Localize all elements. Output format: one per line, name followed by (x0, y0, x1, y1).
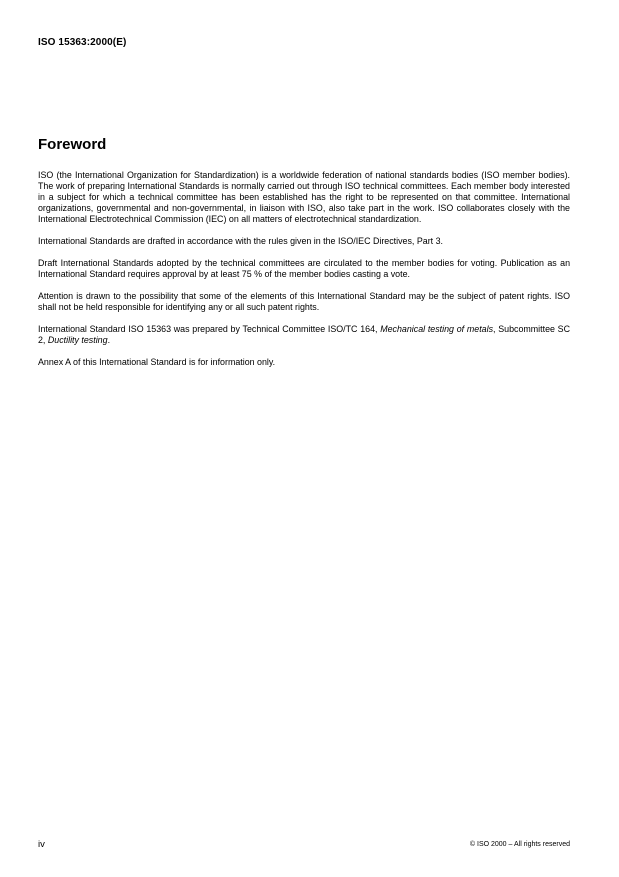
prepared-by-end: . (107, 335, 111, 345)
document-id-header: ISO 15363:2000(E) (38, 37, 127, 48)
copyright-notice: © ISO 2000 – All rights reserved (469, 841, 570, 848)
paragraph-patent-rights: Attention is drawn to the possibility that some of the elements of this International Standard may be the subject of patent rights. ISO shall not be held responsible for identifying any or all such patent rights. (38, 291, 570, 312)
prepared-by-text: International Standard ISO 15363 was prepared by Technical Committee ISO/TC 164, (38, 324, 381, 334)
paragraph-drafting-rules: International Standards are drafted in accordance with the rules given in the ISO/IEC Directives, Part 3. (38, 236, 444, 246)
paragraph-voting: Draft International Standards adopted by the technical committees are circulated to the member bodies for voting. Publication as an International Standard requires approval by at least 75 % of the member bodies casting a vote. (38, 258, 570, 279)
page-number: iv (38, 839, 45, 850)
paragraph-annex-note: Annex A of this International Standard is for information only. (38, 357, 276, 367)
committee-title: Mechanical testing of metals (380, 324, 494, 334)
paragraph-iso-description: ISO (the International Organization for Standardization) is a worldwide federation of national standards bodies (ISO member bodies). The work of preparing International Standards is normally carried out through ISO technical committees. Each member body interested in a subject for which a technical committee has been established has the right to be represented on that committee. International organizations, governmental and non-governmental, in liaison with ISO, also take part in the work. ISO collaborates closely with the International Electrotechnical Commission (IEC) on all matters of electrotechnical standardization. (38, 170, 570, 224)
paragraph-prepared-by (38, 324, 570, 346)
subcommittee-title: Ductility testing (47, 335, 108, 345)
foreword-body (38, 170, 570, 379)
section-title: Foreword (38, 136, 107, 153)
subcommittee-text: , Subcommittee SC 2, (38, 324, 571, 345)
